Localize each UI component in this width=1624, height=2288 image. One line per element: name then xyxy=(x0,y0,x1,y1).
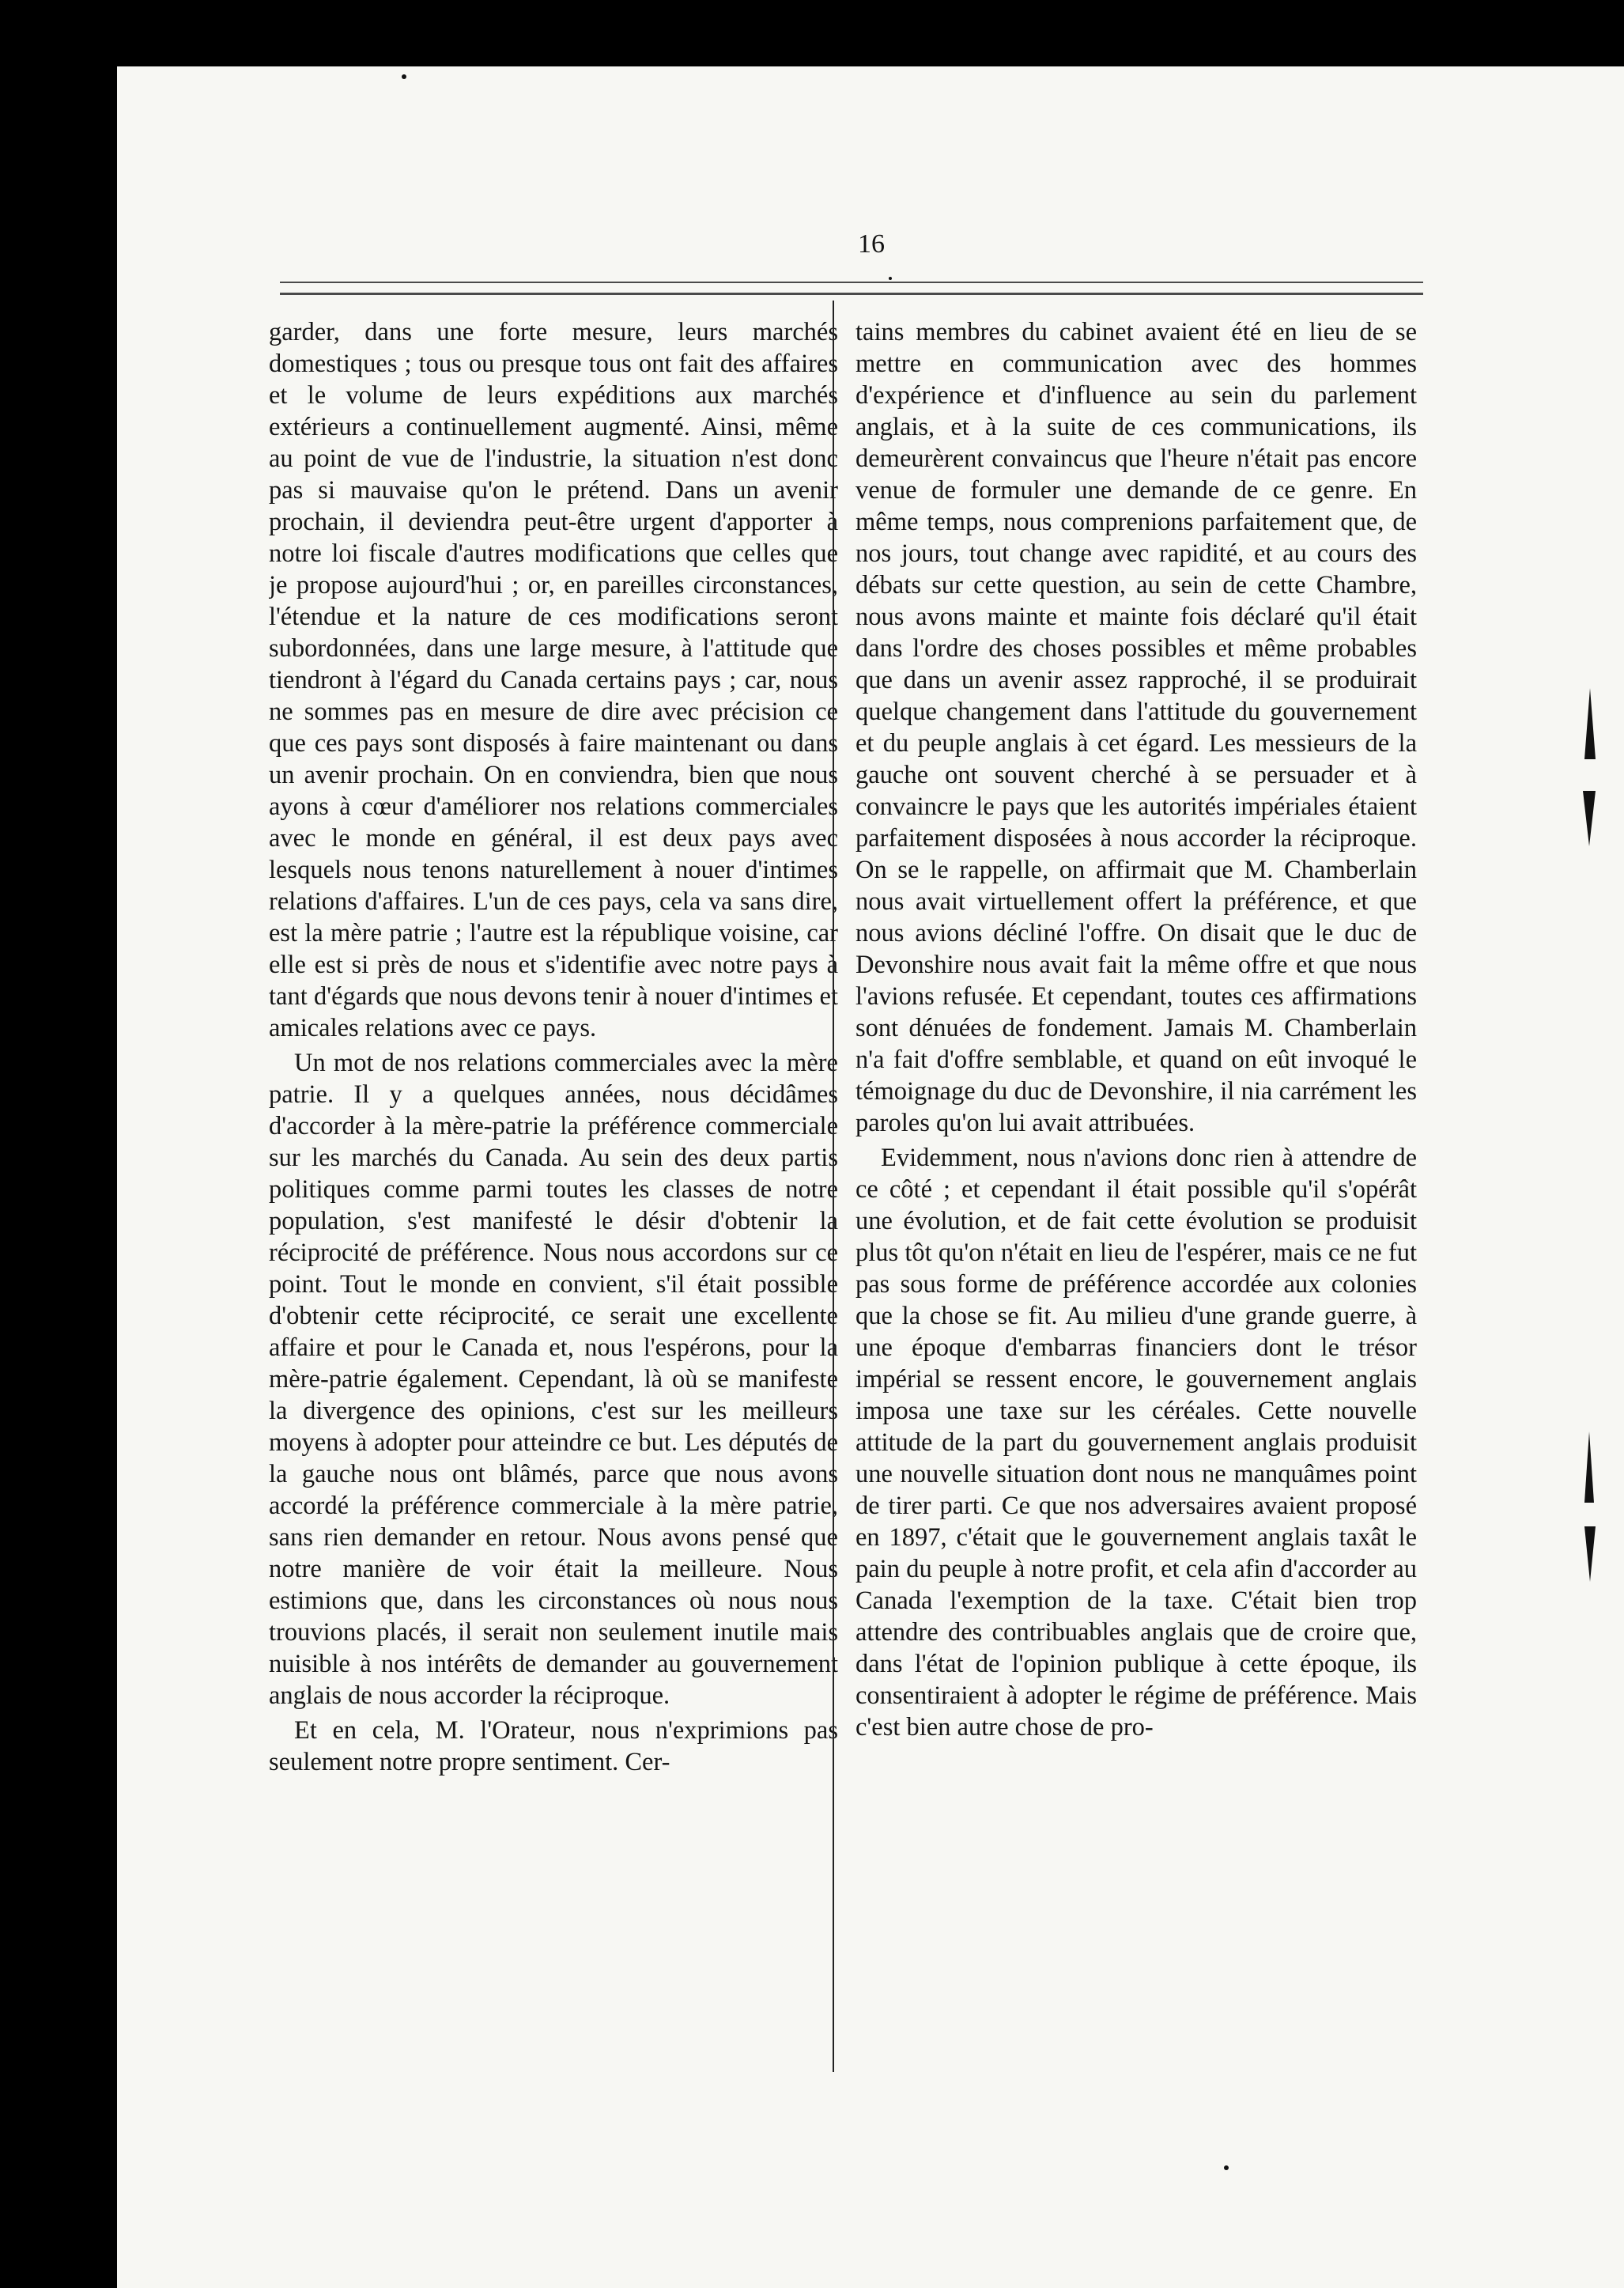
column-divider xyxy=(833,301,834,2072)
edge-scan-mark xyxy=(1584,688,1596,759)
scan-speck xyxy=(889,277,892,280)
scan-speck xyxy=(1224,2165,1229,2170)
right-text-column xyxy=(855,316,1417,2064)
scan-speck xyxy=(402,74,406,79)
edge-scan-mark xyxy=(1584,1431,1594,1503)
page-number: 16 xyxy=(858,229,885,259)
left-text-column xyxy=(269,316,838,2064)
right-paragraph-1: tains membres du cabinet avaient été en lieu de se mettre en communication avec des hommes d'expérience et d'influence au sein du parlement anglais, et à la suite de ces communications, ils demeurèrent convaincus que l'heure n'était pas encore venue de formuler une demande de ce genre. En même temps, nous comprenions parfaitement que, de nos jours, tout change avec rapidité, et au cours des débats sur cette question, au sein de cette Chambre, nous avons mainte et mainte fois déclaré qu'il était dans l'ordre des choses possibles et même probables que dans un avenir assez rapproché, il se produirait quelque changement dans l'attitude du gouvernement et du peuple anglais à cet égard. Les messieurs de la gauche ont souvent cherché à se persuader et à convaincre le pays que les autorités impériales étaient parfaitement disposées à nous accorder la réciproque. On se le rappelle, on affirmait que M. Chamberlain nous avait virtuellement offert la préférence, et que nous avions décliné l'offre. On disait que le duc de Devonshire nous avait fait la même offre et que nous l'avions refusée. Et cependant, toutes ces affirmations sont dénuées de fondement. Jamais M. Chamberlain n'a fait d'offre semblable, et quand on eût invoqué le témoignage du duc de Devonshire, il nia carrément les paroles qu'on lui avait attribuées. xyxy=(855,318,1417,1137)
edge-scan-mark xyxy=(1584,1526,1596,1582)
right-paragraph-2: Evidemment, nous n'avions donc rien à attendre de ce côté ; et cependant il était possible qu'il s'opérât une évolution, et de fait cette évolution se produisit plus tôt qu'on n'était en lieu de l'espérer, mais ce ne fut pas sous forme de préférence accordée aux colonies que la chose se fit. Au milieu d'une grande guerre, à une époque d'embarras financiers dont le trésor impérial se ressent encore, le gouvernement anglais imposa une taxe sur les céréales. Cette nouvelle attitude de la part du gouvernement anglais produisit une nouvelle situation dont nous ne manquâmes point de tirer parti. Ce que nos adversaires avaient proposé en 1897, c'était que le gouvernement anglais taxât le pain du peuple à notre profit, et cela afin d'accorder au Canada l'exemption de la taxe. C'était bien trop attendre des contribuables anglais que de croire que, dans l'état de l'opinion publique à cette époque, ils consentiraient à adopter le régime de préférence. Mais c'est bien autre chose de pro- xyxy=(855,1144,1417,1742)
edge-scan-mark xyxy=(1583,791,1596,846)
left-paragraph-2: Un mot de nos relations commerciales avec la mère patrie. Il y a quelques années, nous décidâmes d'accorder à la mère-patrie la préférence commerciale sur les marchés du Canada. Au sein des deux partis politiques comme parmi toutes les classes de notre population, s'est manifesté le désir d'obtenir la réciprocité de préférence. Nous nous accordons sur ce point. Tout le monde en convient, s'il était possible d'obtenir cette réciprocité, ce serait une excellente affaire et pour le Canada et, nous l'espérons, pour la mère-patrie également. Cependant, là où se manifeste la divergence des opinions, c'est sur les meilleurs moyens à adopter pour atteindre ce but. Les députés de la gauche nous ont blâmés, parce que nous avons accordé la préférence commerciale à la mère patrie, sans rien demander en retour. Nous avons pensé que notre manière de voir était la meilleure. Nous estimions que, dans les circonstances où nous nous trouvions placés, il serait non seulement inutile mais nuisible à nos intérêts de demander au gouvernement anglais de nous accorder la réciproque. xyxy=(269,1049,838,1710)
header-rule-top xyxy=(280,282,1423,283)
left-paragraph-3: Et en cela, M. l'Orateur, nous n'exprimions pas seulement notre propre sentiment. Cer- xyxy=(269,1716,838,1776)
header-rule-bottom xyxy=(280,293,1423,295)
left-paragraph-1: garder, dans une forte mesure, leurs marchés domestiques ; tous ou presque tous ont fait des affaires et le volume de leurs expéditions aux marchés extérieurs a continuellement augmenté. Ainsi, même au point de vue de l'industrie, la situation n'est donc pas si mauvaise qu'on le prétend. Dans un avenir prochain, il deviendra peut-être urgent d'apporter à notre loi fiscale d'autres modifications que celles que je propose aujourd'hui ; or, en pareilles circonstances, l'étendue et la nature de ces modifications seront subordonnées, dans une large mesure, à l'attitude que tiendront à l'égard du Canada certains pays ; car, nous ne sommes pas en mesure de dire avec précision ce que ces pays sont disposés à faire maintenant ou dans un avenir prochain. On en conviendra, bien que nous ayons à cœur d'améliorer nos relations commerciales avec le monde en général, il est deux pays avec lesquels nous tenons naturellement à nouer d'intimes relations d'affaires. L'un de ces pays, cela va sans dire, est la mère patrie ; l'autre est la république voisine, car elle est si près de nous et s'identifie avec notre pays à tant d'égards que nous devons tenir à nouer d'intimes et amicales relations avec ce pays. xyxy=(269,318,838,1042)
